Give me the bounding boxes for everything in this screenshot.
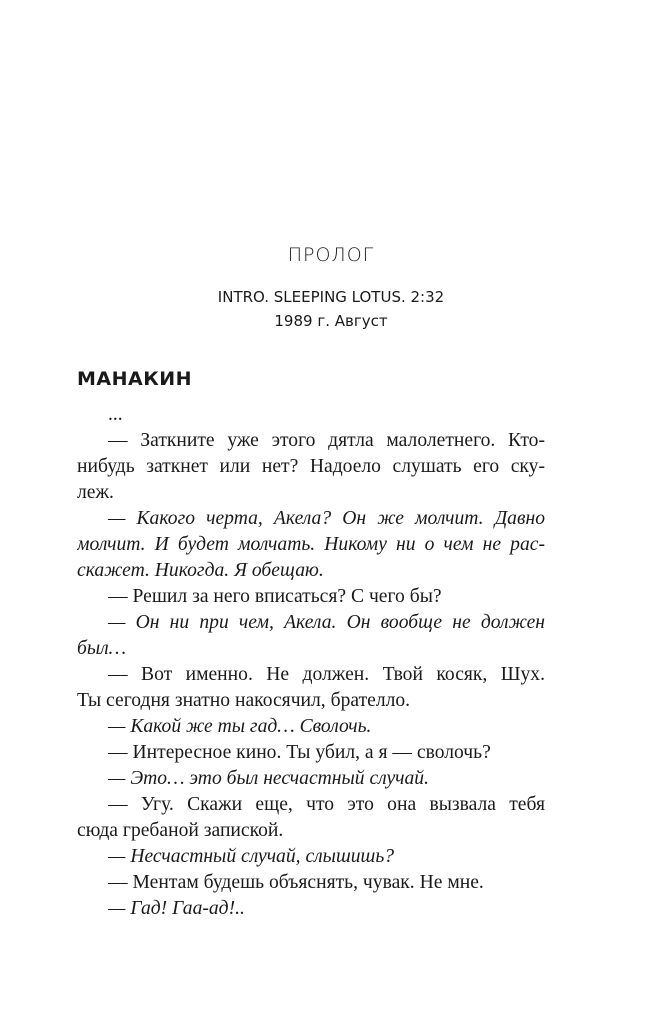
date-subtitle: 1989 г. Август [274,312,388,330]
text-line: — Заткните уже этого дятла малолетнего. Кто- [108,430,545,451]
text-line: — Гад! Гаа-ад!.. [108,898,245,919]
text-line: — Он ни при чем, Акела. Он вообще не должен [108,612,545,633]
text-line: Ты сегодня знатно накосячил, брателло. [77,690,411,711]
text-line: — Какой же ты гад… Сволочь. [108,716,372,737]
text-line: — Вот именно. Не должен. Твой косяк, Шух. [108,664,545,685]
text-line: скажет. Никогда. Я обещаю. [77,560,324,581]
text-line: — Это… это был несчастный случай. [108,768,430,789]
text-line: — Решил за него вписаться? С чего бы? [108,586,442,607]
text-line: был… [77,638,127,659]
text-line: ... [108,404,123,425]
text-line: — Угу. Скажи еще, что это она вызвала тебя [108,794,545,815]
text-line: леж. [77,482,114,503]
text-line: нибудь заткнет или нет? Надоело слушать его ску- [77,456,545,477]
text-line: — Несчастный случай, слышишь? [108,846,395,867]
text-line: — Какого черта, Акела? Он же молчит. Давно [108,508,545,529]
chapter-title: ПРОЛОГ [287,244,375,266]
text-line: — Ментам будешь объяснять, чувак. Не мне. [108,872,484,893]
text-line: сюда гребаной запиской. [77,820,284,841]
text-line: — Интересное кино. Ты убил, а я — сволочь? [108,742,491,763]
text-line: молчит. И будет молчать. Никому ни о чем не рас- [77,534,545,555]
track-subtitle: INTRO. SLEEPING LOTUS. 2:32 [217,288,445,306]
speaker-heading: МАНАКИН [77,368,193,390]
dialogue-text [77,402,545,922]
